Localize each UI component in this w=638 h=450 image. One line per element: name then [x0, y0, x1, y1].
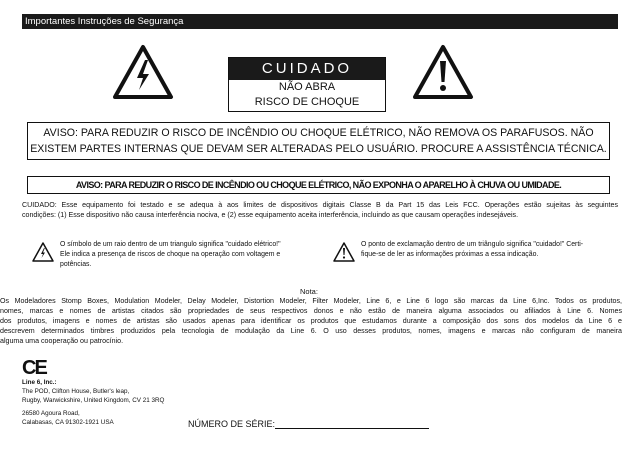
fcc-line-2: condições: (1) Esse dispositivo não causa interferência nociva, e (2) esse equipamento aceita interferência, incluindo as que causam operações indesejáveis.: [22, 211, 519, 219]
exclamation-text-line-2: fique-se de ler as informações próximas a essa indicação.: [361, 251, 539, 258]
rain-warning: [27, 176, 610, 194]
us-address-line-2: Calabasas, CA 91302-1921 USA: [22, 419, 114, 426]
warning-line-1: AVISO: PARA REDUZIR O RISCO DE INCÊNDIO OU CHOQUE ELÉTRICO, NÃO REMOVA OS PARAFUSOS. NÃO: [43, 127, 594, 139]
note-line-4: descrevem determinados timbres produzidos pela tecnologia de modulação da Line 6. O uso desses produtos, nomes, imagens e marcas não configuram de maneira: [0, 327, 622, 335]
exclamation-text-line-1: O ponto de exclamação dentro de um triângulo significa "cuidado!" Certi-: [361, 241, 584, 248]
section-header: [22, 14, 618, 29]
exclamation-symbol-text: [361, 240, 583, 260]
lightning-text-line-1: O símbolo de um raio dentro de um triangulo significa "cuidado elétrico!": [60, 241, 281, 248]
warning-box: [27, 122, 610, 160]
lightning-text-line-3: potências.: [60, 261, 92, 268]
uk-address-line-1: The POD, Clifton House, Butler's leap,: [22, 388, 130, 395]
caution-title: CUIDADO: [229, 58, 385, 80]
note-line-1: Os Modeladores Stomp Boxes, Modulation Modeler, Delay Modeler, Distortion Modeler, Filter Modeler, Line 6, e Line 6 logo são marcas da Line 6,Inc. Todos os produtos,: [0, 297, 622, 305]
caution-line-1: NÃO ABRA: [278, 81, 336, 93]
uk-address-line-2: Rugby, Warwickshire, United Kingdom, CV 21 3RQ: [22, 397, 165, 404]
exclamation-small-icon: [333, 242, 355, 262]
serial-number-field[interactable]: [275, 428, 429, 429]
fcc-line-1: CUIDADO: Esse equipamento foi testado e se adequa à aos limites de dispositivos digitais Classe B da Part 15 das Leis FCC. Operações estão sujeitas às seguintes: [22, 201, 618, 209]
lightning-symbol-explanation: [24, 238, 324, 276]
note-title: Nota:: [300, 287, 318, 296]
note-line-3: dos produtos, imagens e nomes de artistas são usados apenas para identificar os produtos que estudamos durante a composição dos sons dos modelos da Line 6 e: [0, 317, 622, 325]
section-title: Importantes Instruções de Segurança: [25, 16, 184, 27]
lightning-small-icon: [32, 242, 54, 262]
note-line-5: alguma uma cooperação ou patrocínio.: [0, 337, 124, 345]
fcc-notice: [22, 200, 618, 220]
lightning-warning-icon: [112, 44, 174, 100]
company-name: Line 6, Inc.:: [22, 379, 57, 386]
serial-number-label: NÚMERO DE SÉRIE:: [188, 419, 276, 429]
warning-line-2: EXISTEM PARTES INTERNAS QUE DEVAM SER ALTERADAS PELO USUÁRIO. PROCURE A ASSISTÊNCIA TÉCNICA.: [30, 143, 607, 155]
rain-warning-text: AVISO: PARA REDUZIR O RISCO DE INCÊNDIO OU CHOQUE ELÉTRICO, NÃO EXPONHA O APARELHO À CHUVA OU UMIDADE.: [75, 180, 562, 190]
lightning-symbol-text: [60, 240, 281, 270]
note-line-2: nomes, marcas e nomes de artistas citados são propriedades de seus respectivos donos e não estão de maneira alguma associados ou afiliados à Line 6. Nomes: [0, 307, 622, 315]
caution-box: [228, 57, 386, 112]
ce-mark-logo: CE: [22, 357, 46, 379]
trademark-note: [0, 296, 622, 346]
exclamation-warning-icon: [412, 44, 474, 100]
lightning-text-line-2: Ele indica a presença de riscos de choque na operação com voltagem e: [60, 251, 281, 258]
caution-line-2: RISCO DE CHOQUE: [254, 96, 360, 108]
exclamation-symbol-explanation: [325, 238, 620, 276]
us-address-line-1: 26580 Agoura Road,: [22, 410, 80, 417]
